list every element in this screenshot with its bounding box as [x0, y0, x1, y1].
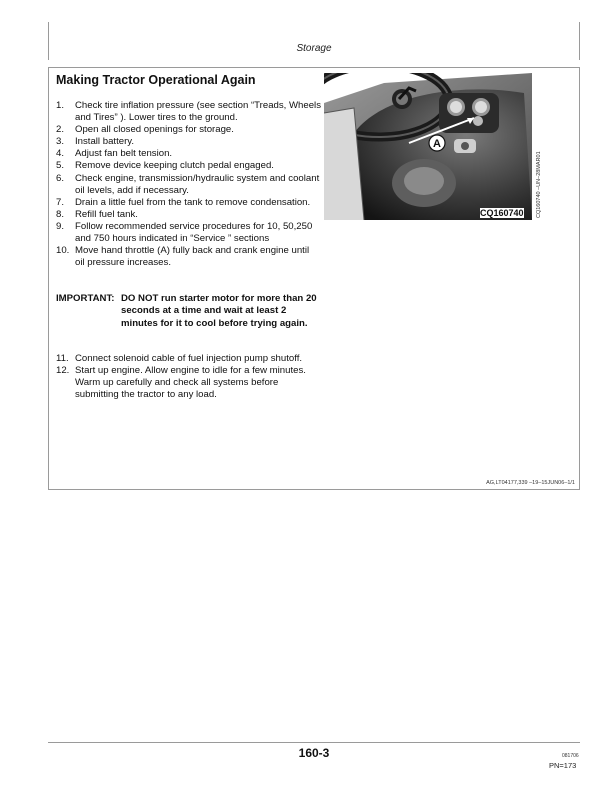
step-number: 9. [56, 220, 65, 232]
callout-letter: A [433, 138, 441, 150]
step-text: Open all closed openings for storage. [75, 124, 234, 136]
footer-pn: PN=173 [549, 761, 577, 770]
dashboard-photo [324, 73, 532, 220]
step-text: Refill fuel tank. [75, 208, 138, 220]
list-item [56, 100, 321, 124]
step-number: 10. [56, 245, 70, 257]
step-number: 7. [56, 196, 65, 208]
list-item [56, 365, 321, 401]
step-number: 2. [56, 124, 65, 136]
list-item [56, 124, 321, 136]
step-text: Follow recommended service procedures for 10, 50,250 and 750 hours indicated in “Service ” sections [75, 220, 313, 245]
step-number: 5. [56, 160, 65, 172]
step-text: Drain a little fuel from the tank to remove condensation. [75, 196, 311, 208]
step-text: Check tire inflation pressure (see section “Treads, Wheels and Tires” ). Lower tires to the ground. [75, 100, 321, 124]
important-text: DO NOT run starter motor for more than 20 seconds at a time and wait at least 2 minutes for it to cool before trying again. [121, 293, 317, 329]
list-item [56, 197, 321, 209]
step-number: 1. [56, 100, 65, 111]
step-number: 8. [56, 208, 65, 220]
procedure-steps-part2 [56, 353, 321, 401]
step-number: 6. [56, 172, 65, 184]
step-number: 11. [56, 353, 69, 364]
list-item [56, 209, 321, 221]
step-text: Check engine, transmission/hydraulic system and coolant oil levels, add if necessary. [75, 172, 320, 196]
dashboard-illustration [324, 73, 532, 220]
step-number: 4. [56, 148, 65, 160]
figure-side-id: CQ160740 –UN–28MAR01 [536, 151, 542, 218]
running-header: Storage [296, 43, 332, 54]
list-item [56, 221, 321, 245]
section-title: Making Tractor Operational Again [56, 73, 256, 87]
step-text: Remove device keeping clutch pedal engaged. [75, 160, 274, 172]
list-item [56, 173, 321, 197]
important-label: IMPORTANT: [56, 293, 115, 304]
document-reference: AG,LT04177,339 –19–15JUN06–1/1 [486, 480, 575, 486]
list-item [56, 353, 321, 365]
figure-label: CQ160740 [480, 208, 524, 218]
step-text: Start up engine. Allow engine to idle for a few minutes. Warm up carefully and check all systems before submitting the tractor to any load. [75, 365, 306, 401]
footer-rule [48, 742, 580, 743]
top-frame-line-right [579, 22, 580, 60]
list-item [56, 148, 321, 160]
top-frame-line-left [48, 22, 49, 60]
page-number: 160-3 [298, 746, 330, 760]
important-notice [56, 293, 321, 330]
list-item [56, 245, 321, 269]
procedure-steps-part1 [56, 100, 321, 269]
step-number: 3. [56, 136, 65, 148]
step-text: Install battery. [75, 136, 135, 148]
list-item [56, 160, 321, 172]
step-text: Move hand throttle (A) fully back and crank engine until oil pressure increases. [75, 245, 310, 269]
step-text: Connect solenoid cable of fuel injection pump shutoff. [75, 353, 303, 364]
step-text: Adjust fan belt tension. [75, 148, 173, 160]
list-item [56, 136, 321, 148]
footer-code: 081706 [562, 753, 579, 759]
step-number: 12. [56, 365, 70, 377]
